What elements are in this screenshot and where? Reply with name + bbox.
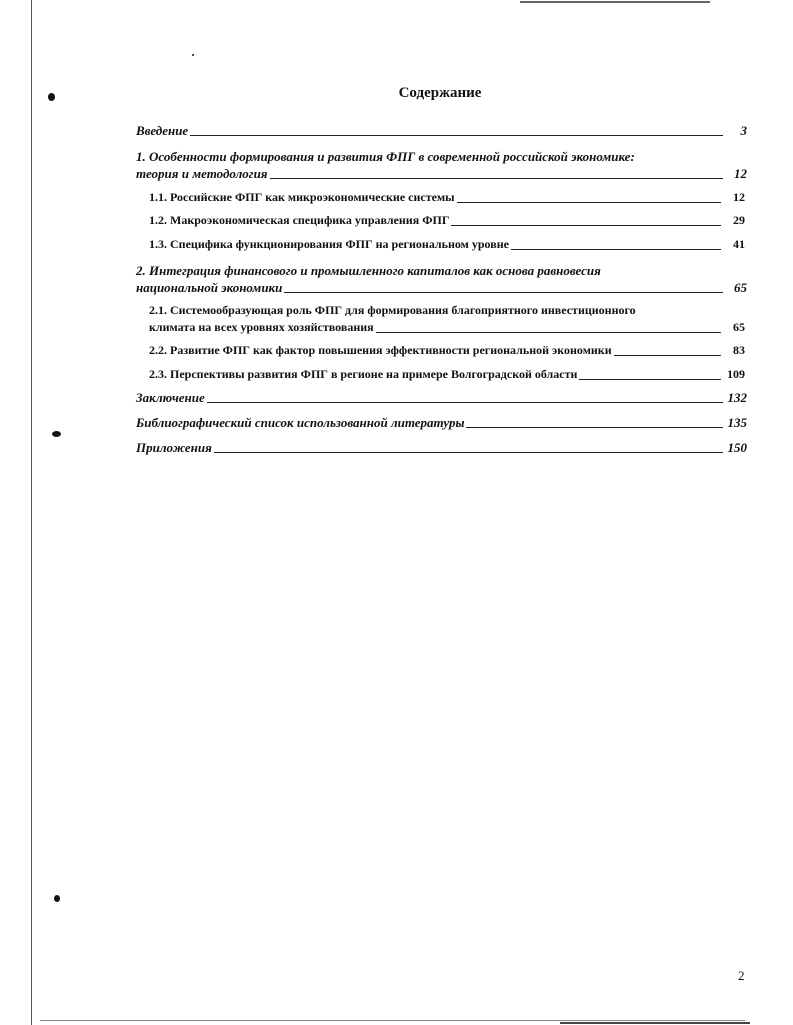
toc-entry-title-line: 1. Особенности формирования и развития ФПГ в современной российской экономике: xyxy=(136,149,635,164)
toc-entry-conclusion[interactable] xyxy=(0,389,793,406)
toc-entry-title: Приложения xyxy=(136,440,212,455)
toc-entry-title: Библиографический список использованной литературы xyxy=(136,415,465,430)
toc-entry-title: теория и методология xyxy=(136,166,268,181)
toc-entry-title: Заключение xyxy=(136,390,205,405)
dot-leader xyxy=(579,378,721,380)
toc-entry-title: 2.2. Развитие ФПГ как фактор повышения эффективности региональной экономики xyxy=(149,343,612,357)
toc-page-number: 29 xyxy=(733,213,745,227)
toc-entry-title-line: 2.1. Системообразующая роль ФПГ для формирования благоприятного инвестиционного xyxy=(149,303,636,317)
dot-leader xyxy=(466,426,723,428)
toc-entry-section-2-3[interactable] xyxy=(0,366,793,383)
toc-entry-section-1-1[interactable] xyxy=(0,189,793,206)
toc-entry-title: Введение xyxy=(136,123,189,138)
toc-page-number: 132 xyxy=(727,390,747,405)
toc-entry-title: климата на всех уровнях хозяйствования xyxy=(149,320,374,334)
toc-page-number: 65 xyxy=(733,320,745,334)
toc-entry-introduction[interactable] xyxy=(0,122,793,139)
scan-edge-bottom-mark xyxy=(560,1022,750,1024)
toc-entry-title: национальной экономики xyxy=(136,280,283,295)
toc-page-number: 41 xyxy=(733,237,745,251)
scan-edge-top xyxy=(520,1,710,3)
toc-entry-chapter-2[interactable] xyxy=(0,262,793,296)
dot-leader xyxy=(457,201,721,203)
toc-entry-title: 1.1. Российские ФПГ как микроэкономические системы xyxy=(149,190,455,204)
toc-entry-appendices[interactable] xyxy=(0,439,793,456)
toc-entry-title-line: 2. Интеграция финансового и промышленного капиталов как основа равновесия xyxy=(136,263,601,278)
toc-entry-section-2-2[interactable] xyxy=(0,342,793,359)
dot-leader xyxy=(376,331,721,333)
hole-punch-mark xyxy=(52,431,61,437)
dot-leader xyxy=(270,177,724,179)
speck xyxy=(192,54,194,56)
dot-leader xyxy=(614,354,721,356)
toc-page-number: 83 xyxy=(733,343,745,357)
toc-entry-title: 1.2. Макроэкономическая специфика управления ФПГ xyxy=(149,213,450,227)
toc-entry-bibliography[interactable] xyxy=(0,414,793,431)
toc-page-number: 3 xyxy=(740,123,747,138)
toc-page-number: 135 xyxy=(727,415,747,430)
scan-edge-bottom xyxy=(40,1020,745,1021)
toc-entry-title: 2.3. Перспективы развития ФПГ в регионе на примере Волгоградской области xyxy=(149,367,578,381)
toc-page-number: 109 xyxy=(727,367,745,381)
dot-leader xyxy=(511,248,721,250)
toc-entry-section-2-1[interactable] xyxy=(0,302,793,336)
page-number: 2 xyxy=(738,968,745,983)
dot-leader xyxy=(207,401,723,403)
toc-page-number: 12 xyxy=(733,190,745,204)
toc-page-number: 150 xyxy=(727,440,747,455)
dot-leader xyxy=(190,134,723,136)
dot-leader xyxy=(214,451,723,453)
toc-page-number: 65 xyxy=(734,280,747,295)
toc-title: Содержание xyxy=(398,85,482,101)
toc-entry-section-1-2[interactable] xyxy=(0,212,793,229)
toc-entry-title: 1.3. Специфика функционирования ФПГ на региональном уровне xyxy=(149,237,509,251)
toc-entry-chapter-1[interactable] xyxy=(0,148,793,182)
dot-leader xyxy=(451,224,721,226)
toc-page-number: 12 xyxy=(734,166,747,181)
hole-punch-mark xyxy=(54,895,60,902)
toc-entry-section-1-3[interactable] xyxy=(0,236,793,253)
dot-leader xyxy=(284,291,723,293)
